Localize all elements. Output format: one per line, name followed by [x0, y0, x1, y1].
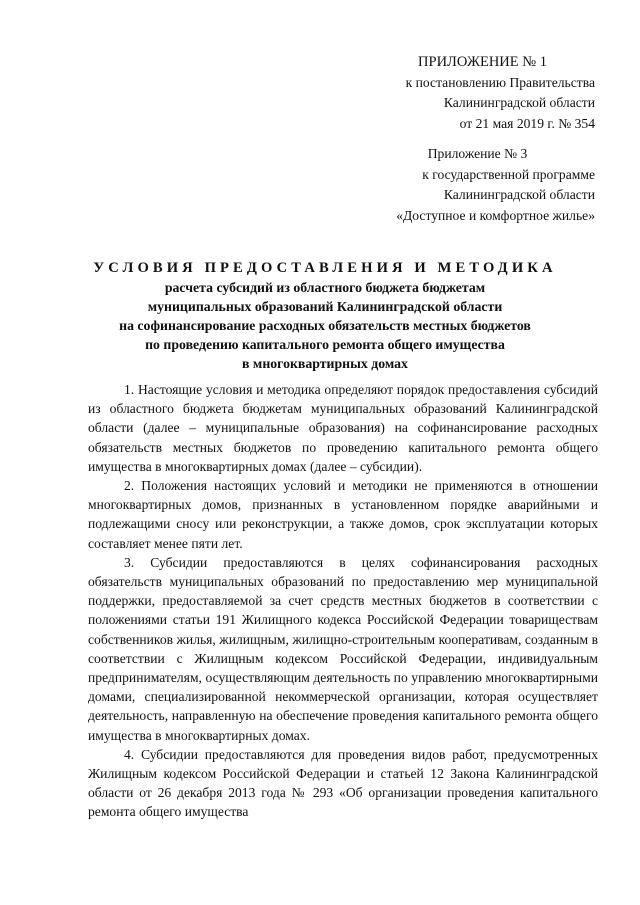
sub-appendix-line-3: «Доступное и комфортное жилье» — [396, 207, 595, 223]
appendix-heading: ПРИЛОЖЕНИЕ № 1 — [418, 54, 547, 70]
appendix-line-3: от 21 мая 2019 г. № 354 — [459, 115, 595, 131]
paragraph-4: 4. Субсидии предоставляются для проведения видов работ, предусмотренных Жилищным кодексом Российской Федерации и статьей 12 Закона Калининградской области от 26 декабря 2013 года № 293 «Об организации проведения капитального ремонта общего имущества — [88, 746, 598, 820]
appendix-header — [0, 52, 595, 134]
title-line: в многоквартирных домах — [242, 356, 408, 371]
title-main: УСЛОВИЯ ПРЕДОСТАВЛЕНИЯ И МЕТОДИКА — [93, 260, 557, 276]
appendix-line-1: к постановлению Правительства — [405, 74, 595, 90]
title-line: расчета субсидий из областного бюджета бюджетам — [164, 280, 486, 295]
sub-appendix-line-1: к государственной программе — [422, 166, 595, 182]
title-line: на софинансирование расходных обязательств местных бюджетов — [119, 318, 531, 333]
paragraph-2: 2. Положения настоящих условий и методики не применяются в отношении многоквартирных домов, признанных в установленном порядке аварийными и подлежащими сносу или реконструкции, а также домов, срок эксплуатации которых составляет менее пяти лет. — [88, 478, 598, 551]
title-line: по проведению капитального ремонта общего имущества — [145, 337, 505, 352]
sub-appendix-heading: Приложение № 3 — [427, 146, 528, 161]
sub-appendix-line-2: Калининградской области — [443, 187, 595, 202]
paragraph-1: 1. Настоящие условия и методика определяют порядок предоставления субсидий из областного бюджета бюджетам муниципальных образований Калининградской области (далее – муниципальные образования) на софинансирование расходных обязательств местных бюджетов по проведению капитального ремонта общего имущества в многоквартирных домах (далее – субсидии). — [88, 382, 598, 474]
document-title — [80, 258, 570, 373]
paragraph-3: 3. Субсидии предоставляются в целях софинансирования расходных обязательств муниципальных образований по предоставлению мер муниципальной поддержки, предоставляемой за счет средств местных бюджетов в соответствии с положениями статьи 191 Жилищного кодекса Российской Федерации товариществам собственников жилья, жилищным, жилищно-строительным кооперативам, созданным в соответствии с Жилищным кодексом Российской Федерации, индивидуальным предпринимателям, осуществляющим деятельность по управлению многоквартирными домами, специализированной некоммерческой организации, которая осуществляет деятельность, направленную на обеспечение проведения капитального ремонта общего имущества в многоквартирных домах. — [88, 554, 598, 743]
document-body — [88, 380, 598, 822]
title-line: муниципальных образований Калининградской области — [147, 299, 503, 314]
appendix-line-2: Калининградской области — [443, 95, 595, 110]
sub-appendix-header — [0, 144, 595, 226]
